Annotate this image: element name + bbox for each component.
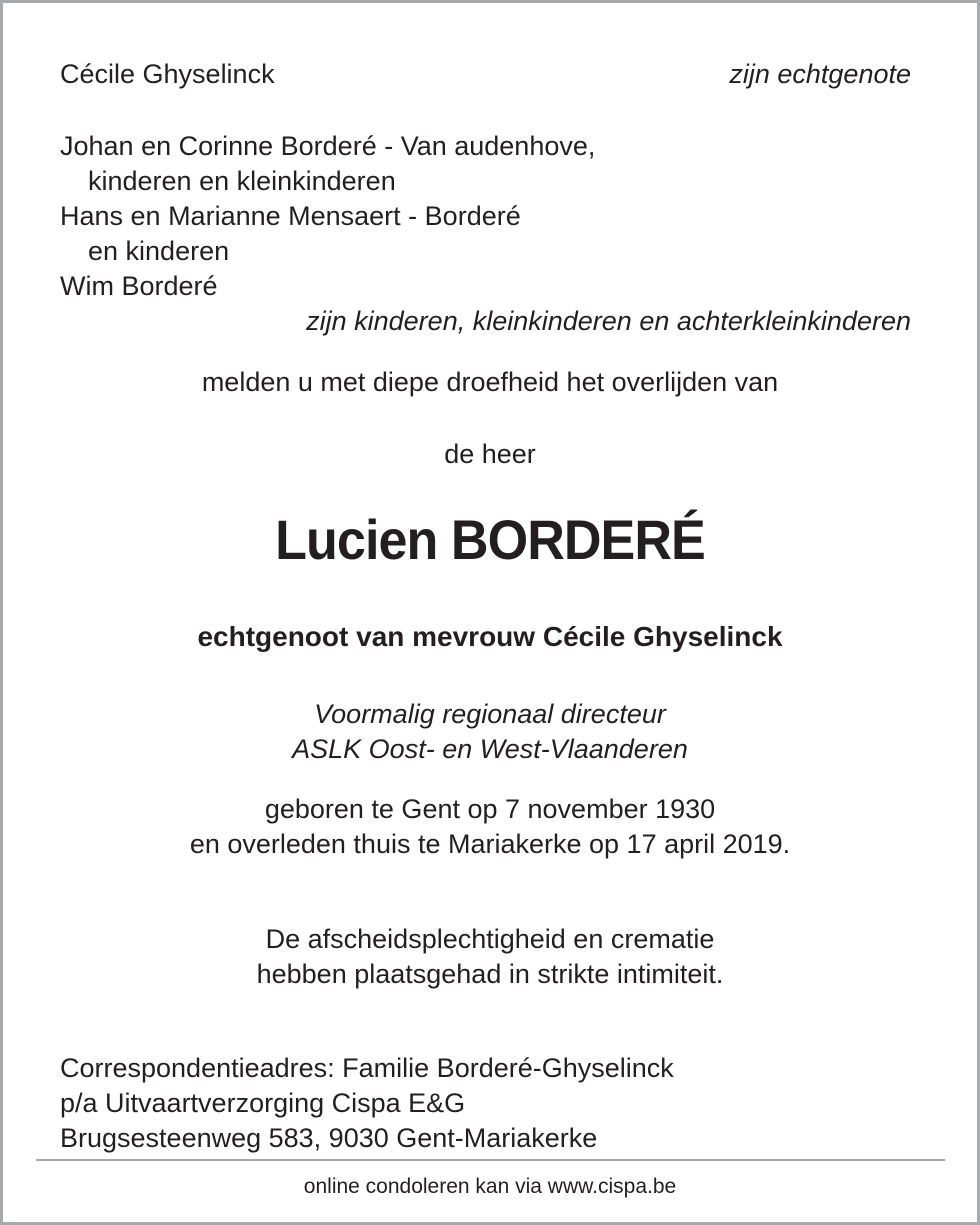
career-line-2: ASLK Oost- en West-Vlaanderen [292,734,688,764]
widow-role: zijn echtgenote [729,59,911,89]
family-line-4: en kinderen [88,236,230,266]
ceremony-line-1: De afscheidsplechtigheid en crematie [265,924,715,954]
correspondence-line-2: p/a Uitvaartverzorging Cispa E&G [60,1088,466,1118]
correspondence-line-3: Brugsesteenweg 583, 9030 Gent-Mariakerke [60,1123,598,1153]
widow-name: Cécile Ghyselinck [60,59,275,89]
family-line-2: kinderen en kleinkinderen [88,166,396,196]
career-line-1: Voormalig regionaal directeur [314,699,666,729]
honorific-title: de heer [444,439,536,469]
family-role: zijn kinderen, kleinkinderen en achterkleinkinderen [306,306,911,336]
spouse-line: echtgenoot van mevrouw Cécile Ghyselinck [197,621,783,652]
family-line-3: Hans en Marianne Mensaert - Borderé [60,201,521,231]
family-line-1: Johan en Corinne Borderé - Van audenhove, [60,131,596,161]
birth-line: geboren te Gent op 7 november 1930 [264,794,716,824]
condolence-link-text: online condoleren kan via www.cispa.be [303,1175,677,1198]
ceremony-line-2: hebben plaatsgehad in strikte intimiteit. [256,959,724,989]
correspondence-line-1: Correspondentieadres: Familie Borderé-Ghyselinck [60,1053,674,1083]
deceased-name: Lucien BORDERÉ [275,508,705,571]
death-line: en overleden thuis te Mariakerke op 17 april 2019. [189,829,791,859]
family-line-5: Wim Borderé [60,271,218,301]
footer-divider [36,1159,945,1161]
announcement-intro: melden u met diepe droefheid het overlijden van [201,367,779,397]
